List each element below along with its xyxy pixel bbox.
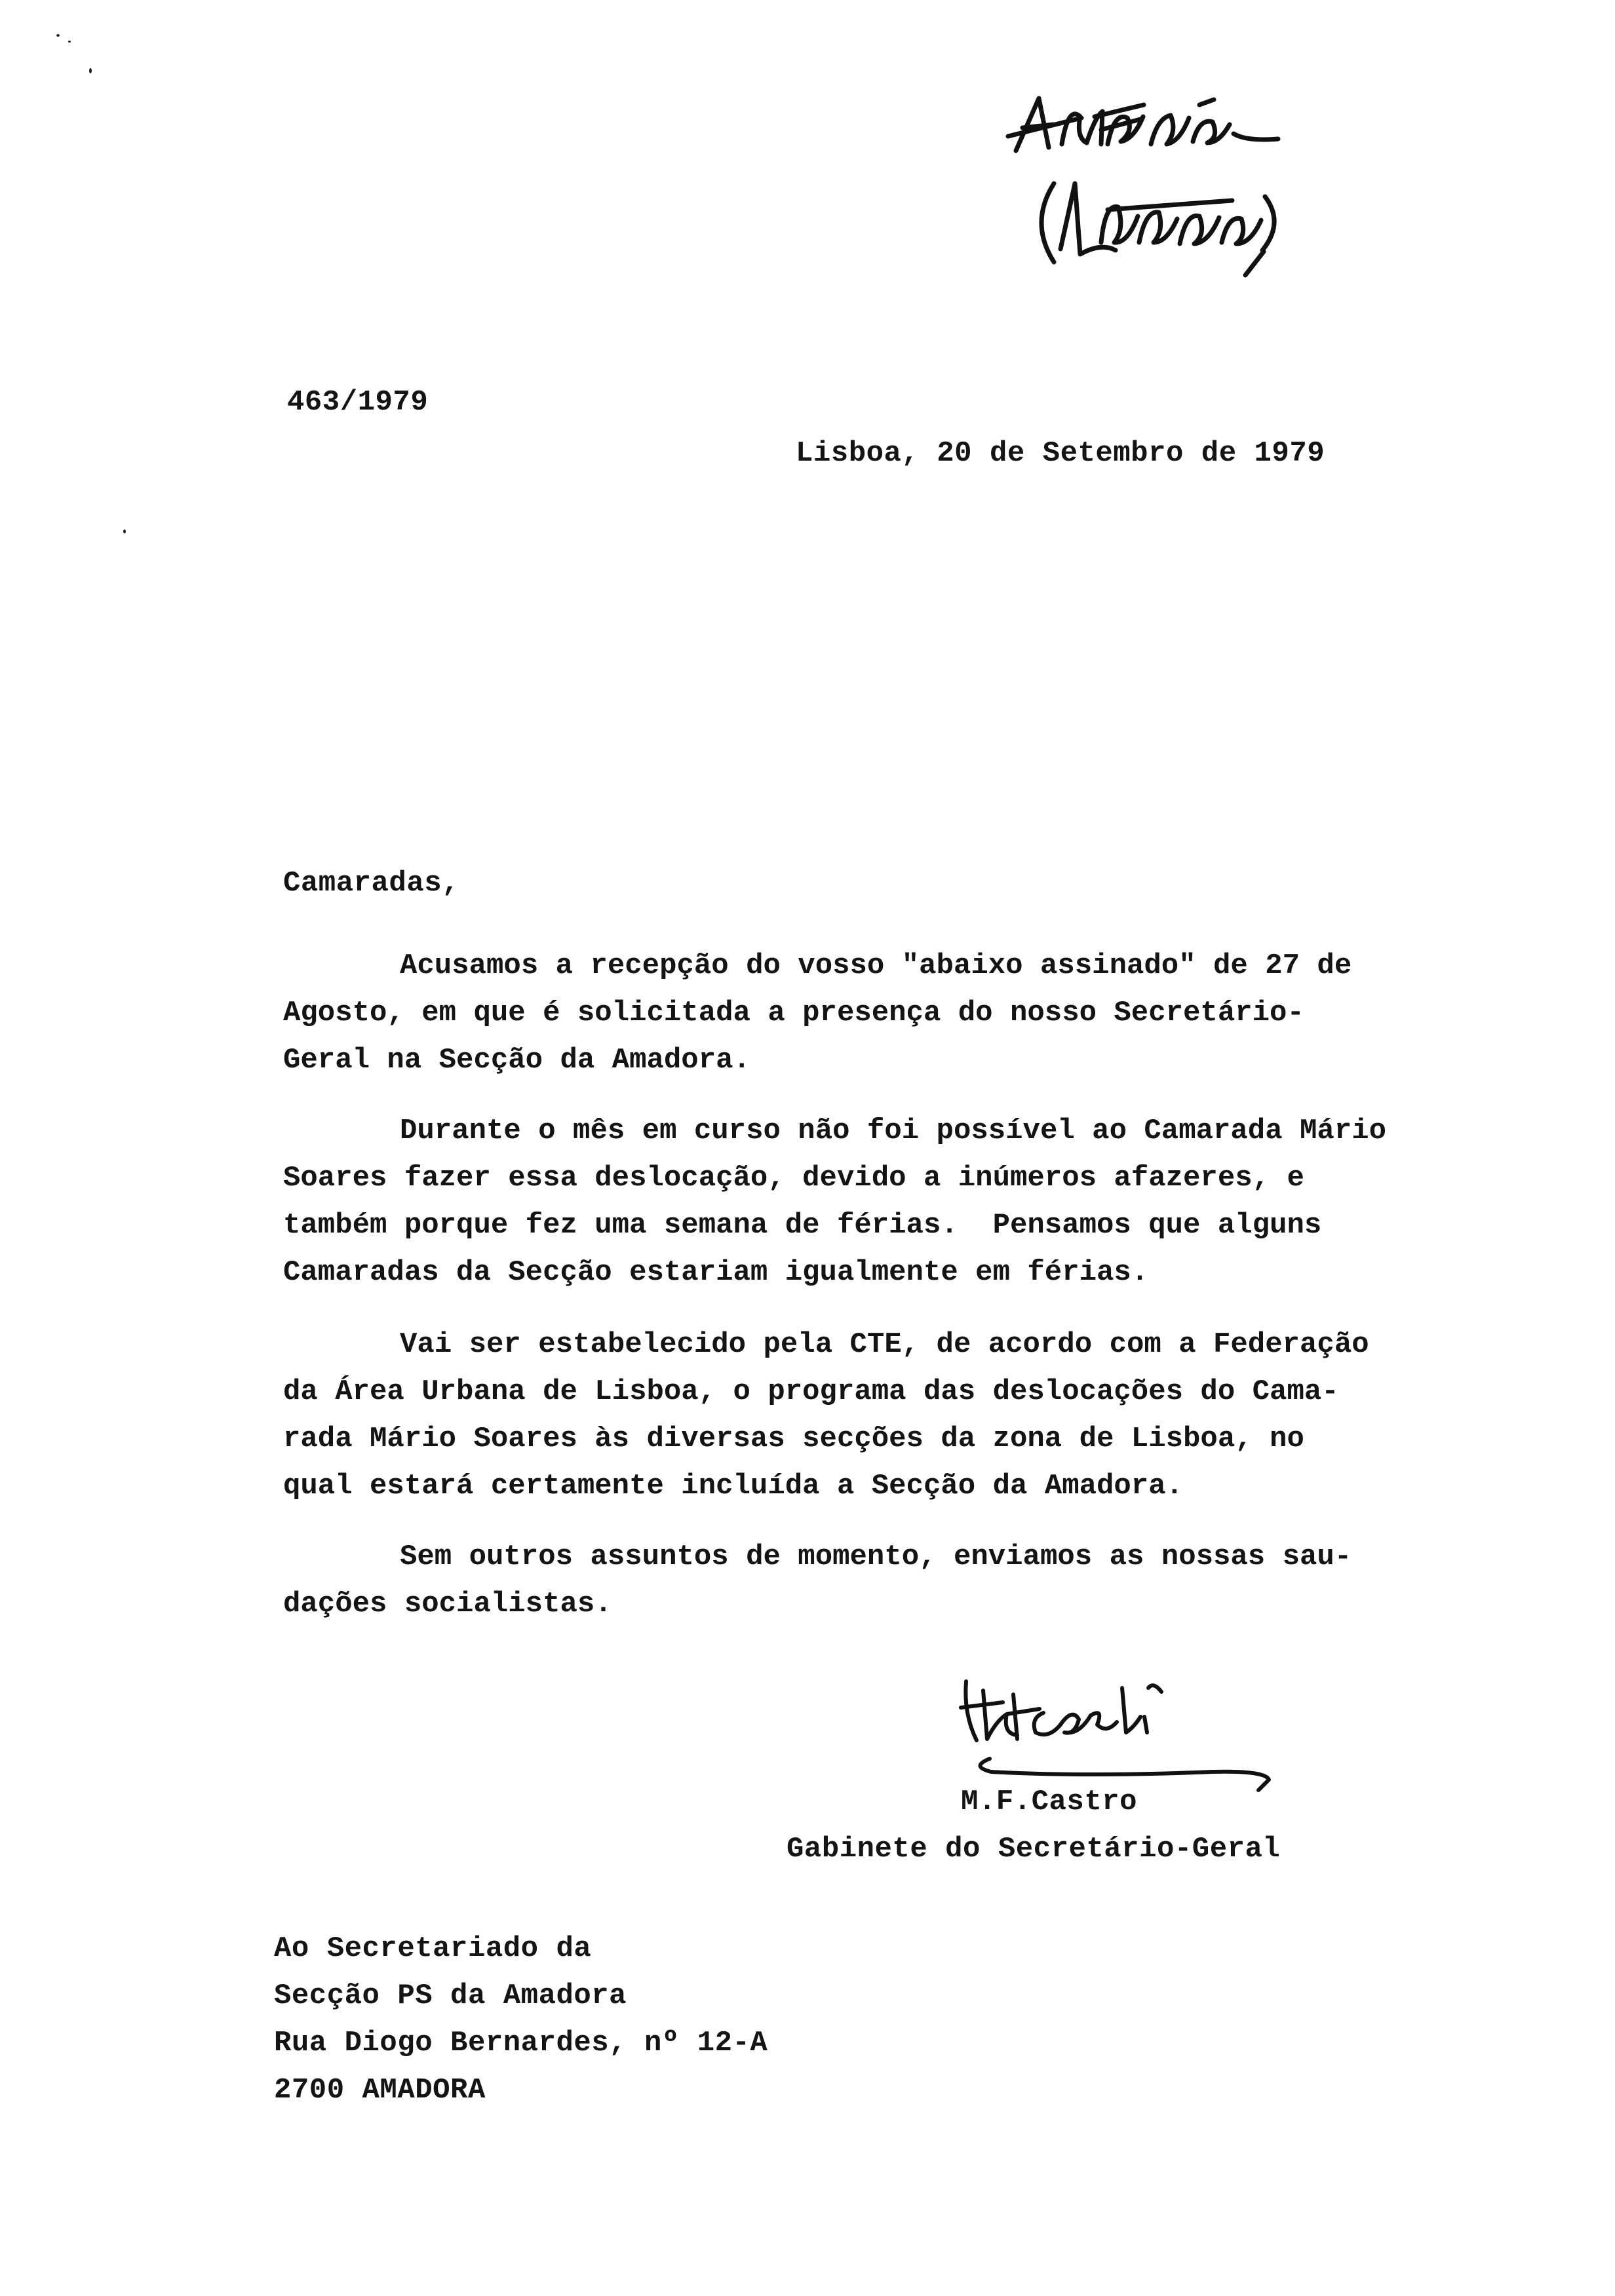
handwritten-archive-note <box>1003 79 1357 282</box>
scan-speck <box>68 41 71 43</box>
paragraph-line: Geral na Secção da Amadora. <box>283 1044 750 1077</box>
scan-speck <box>89 68 92 73</box>
salutation: Camaradas, <box>283 867 460 900</box>
scan-speck <box>56 34 60 37</box>
paragraph-line: Durante o mês em curso não foi possível ao Camarada Mário <box>400 1115 1387 1147</box>
handwritten-signature <box>957 1662 1298 1793</box>
paragraph-line: rada Mário Soares às diversas secções da zona de Lisboa, no <box>283 1423 1304 1455</box>
place-date: Lisboa, 20 de Setembro de 1979 <box>796 437 1325 470</box>
paragraph-line: também porque fez uma semana de férias. Pensamos que alguns <box>283 1209 1322 1242</box>
paragraph-line: Agosto, em que é solicitada a presença do nosso Secretário- <box>283 997 1304 1029</box>
recipient-line: Secção PS da Amadora <box>274 1980 627 2012</box>
paragraph-line: Camaradas da Secção estariam igualmente em férias. <box>283 1256 1149 1289</box>
recipient-line: Rua Diogo Bernardes, nº 12-A <box>274 2027 768 2059</box>
recipient-line: 2700 AMADORA <box>274 2074 486 2107</box>
paragraph-line: dações socialistas. <box>283 1588 612 1620</box>
paragraph-line: Acusamos a recepção do vosso "abaixo assinado" de 27 de <box>400 949 1352 982</box>
recipient-line: Ao Secretariado da <box>274 1932 592 1965</box>
paragraph-line: Sem outros assuntos de momento, enviamos as nossas sau- <box>400 1540 1352 1573</box>
signatory-title: Gabinete do Secretário-Geral <box>787 1833 1281 1866</box>
paragraph-line: da Área Urbana de Lisboa, o programa das deslocações do Cama- <box>283 1375 1339 1408</box>
reference-number: 463/1979 <box>287 386 429 419</box>
paragraph-line: Vai ser estabelecido pela CTE, de acordo com a Federação <box>400 1328 1369 1361</box>
paragraph-line: Soares fazer essa deslocação, devido a inúmeros afazeres, e <box>283 1162 1304 1195</box>
signatory-name: M.F.Castro <box>961 1786 1138 1818</box>
paragraph-line: qual estará certamente incluída a Secção da Amadora. <box>283 1470 1184 1502</box>
scan-speck <box>123 529 126 533</box>
